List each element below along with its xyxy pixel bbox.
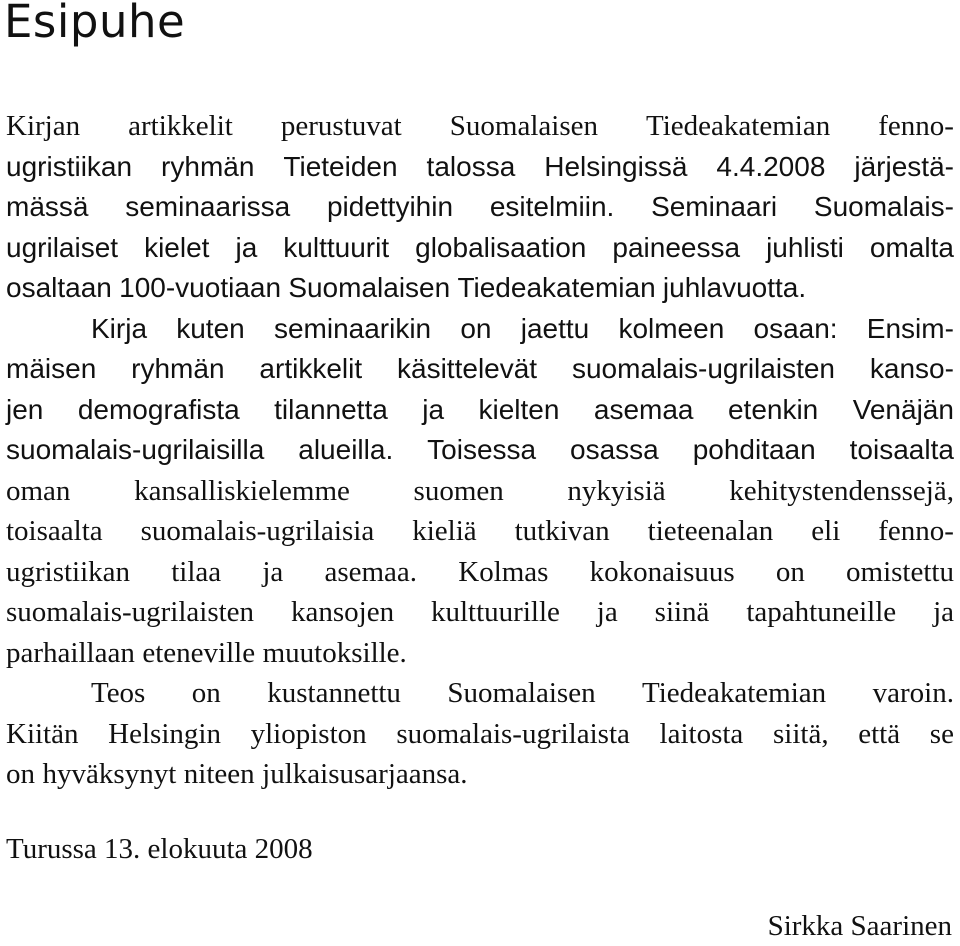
text-word: Suomalais- (813, 191, 954, 222)
text-word: Kirjan (6, 110, 81, 142)
text-word: kansojen (290, 596, 395, 628)
text-word: ugristiikan (6, 150, 133, 182)
text-word: kanso- (869, 353, 954, 384)
text-word: Tiedeakatemian (642, 677, 827, 709)
text-word: talossa (426, 150, 516, 182)
text-word: suomalais-ugrilaisilla (6, 434, 265, 465)
text-word: alueilla. (298, 434, 394, 465)
text-line (6, 268, 954, 309)
text-word: varoin. (872, 677, 954, 709)
text-word: järjestä- (854, 150, 954, 182)
text-word: fenno- (878, 110, 954, 142)
text-word: ja (422, 393, 445, 425)
text-word: kolmeen (618, 312, 725, 344)
text-line (6, 309, 954, 350)
text-word: kieliä (412, 515, 477, 547)
text-word: Tiedeakatemian (646, 110, 831, 142)
text-line (6, 714, 954, 755)
text-word: paineessa (612, 231, 741, 263)
text-word: parhaillaan (6, 636, 135, 669)
text-word: mässä (6, 191, 89, 222)
text-word: että (858, 717, 901, 750)
text-word: jaettu (520, 312, 590, 344)
text-word: Suomalaisen (449, 110, 598, 142)
text-word: esitelmiin. (489, 191, 615, 222)
text-word: perustuvat (280, 110, 402, 142)
text-line (6, 511, 954, 552)
text-word: Toisessa (427, 434, 537, 465)
text-word: osaltaan (6, 272, 112, 303)
text-word: nykyisiä (567, 474, 666, 507)
text-word: Kolmas (458, 555, 549, 588)
preface-body (6, 106, 954, 795)
text-word: jen (6, 393, 44, 425)
text-word: Kirja (91, 312, 148, 344)
text-word: Helsingissä (544, 150, 688, 182)
page-title: Esipuhe (4, 0, 186, 48)
text-word: tilaa (171, 555, 222, 588)
text-word: Kiitän (6, 717, 79, 750)
author-signature: Sirkka Saarinen (767, 910, 952, 942)
text-word: artikkelit (259, 353, 363, 384)
text-word: käsittelevät (397, 353, 538, 384)
text-word: osaan: (753, 312, 838, 344)
text-word: on (6, 758, 35, 790)
text-word: 4.4.2008 (716, 150, 826, 182)
text-word: Seminaari (651, 191, 778, 222)
text-word: laitosta (659, 717, 744, 750)
text-word: seminaarissa (125, 191, 291, 222)
text-word: Suomalaisen (447, 677, 596, 709)
text-word: ja (262, 555, 284, 588)
text-line (6, 187, 954, 228)
text-word: osassa (570, 434, 659, 465)
text-word: suomalais-ugrilaisten (6, 596, 255, 628)
text-word: tilannetta (274, 393, 388, 425)
text-word: kokonaisuus (589, 555, 735, 588)
text-word: Helsingin (108, 717, 221, 750)
text-word: demografista (77, 393, 240, 425)
text-word: kielten (478, 393, 560, 425)
text-word: globalisaation (415, 231, 587, 263)
text-word: on (191, 677, 221, 709)
text-line (6, 754, 954, 795)
text-word: kustannettu (267, 677, 401, 709)
text-line (6, 552, 954, 593)
text-word: siitä, (772, 717, 829, 750)
text-word: ryhmän (161, 150, 255, 182)
text-word: omalta (869, 231, 954, 263)
text-word: niteen (183, 758, 255, 790)
text-word: oman (6, 474, 71, 507)
text-word: eli (811, 515, 841, 547)
text-word: kehitystendenssejä, (729, 474, 954, 507)
text-line (6, 106, 954, 147)
text-line (6, 390, 954, 431)
text-word: kansalliskielemme (134, 474, 350, 507)
text-line (6, 349, 954, 390)
text-word: juhlisti (766, 231, 844, 263)
text-word: 100-vuotiaan (119, 272, 282, 303)
text-line (6, 228, 954, 269)
text-line (6, 147, 954, 188)
text-word: Tiedeakatemian (457, 272, 656, 303)
text-word: yliopiston (250, 717, 367, 750)
text-word: pohditaan (692, 434, 816, 465)
text-word: julkaisusarjaansa. (262, 758, 468, 790)
text-word: Venäjän (852, 393, 954, 425)
text-word: Tieteiden (283, 150, 398, 182)
place-and-date: Turussa 13. elokuuta 2008 (6, 833, 313, 865)
text-word: mäisen (6, 353, 97, 384)
text-word: siinä (654, 596, 710, 628)
text-word: etenkin (727, 393, 819, 425)
text-word: kulttuurille (431, 596, 560, 628)
text-line (6, 430, 954, 471)
text-line (6, 471, 954, 512)
text-word: ja (933, 596, 954, 628)
text-word: fenno- (878, 515, 954, 547)
text-word: eteneville (142, 636, 256, 669)
text-word: suomen (413, 474, 504, 507)
text-word: ugrilaiset (6, 231, 119, 263)
text-word: juhlavuotta. (662, 272, 807, 303)
text-word: toisaalta (849, 434, 954, 465)
text-word: ja (596, 596, 618, 628)
text-word: suomalais-ugrilaisia (140, 515, 375, 547)
text-word: suomalais-ugrilaista (396, 717, 630, 750)
text-word: kulttuurit (283, 231, 390, 263)
text-word: kuten (176, 312, 245, 344)
text-word: toisaalta (6, 515, 103, 547)
text-word: ugristiikan (6, 555, 131, 588)
text-word: artikkelit (128, 110, 233, 142)
text-word: seminaarikin (273, 312, 432, 344)
text-word: suomalais-ugrilaisten (571, 353, 835, 384)
text-line (6, 673, 954, 714)
text-line (6, 592, 954, 633)
text-word: Suomalaisen (288, 272, 451, 303)
text-word: on (460, 312, 492, 344)
text-word: asemaa (593, 393, 694, 425)
text-word: Teos (91, 677, 146, 709)
text-word: on (775, 555, 805, 588)
text-word: ja (235, 231, 258, 263)
text-word: tieteenalan (647, 515, 774, 547)
text-word: hyväksynyt (42, 758, 177, 790)
text-word: tutkivan (514, 515, 610, 547)
text-word: pidettyihin (326, 191, 454, 222)
text-word: kielet (144, 231, 210, 263)
text-word: omistettu (846, 555, 954, 588)
text-word: se (929, 717, 954, 750)
text-word: tapahtuneille (746, 596, 897, 628)
text-line (6, 633, 954, 674)
text-word: Ensim- (866, 312, 954, 344)
text-word: asemaa. (324, 555, 418, 588)
text-word: muutoksille. (262, 636, 407, 669)
text-word: ryhmän (131, 353, 225, 384)
